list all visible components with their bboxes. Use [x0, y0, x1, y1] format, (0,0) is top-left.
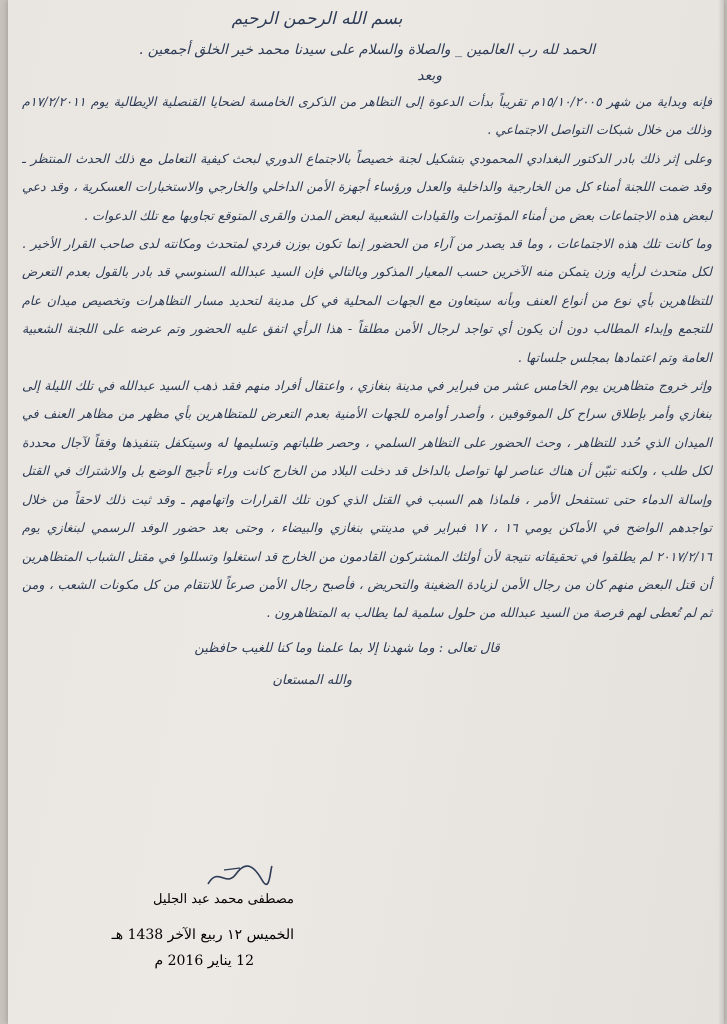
letter-paper	[8, 0, 724, 1024]
paragraph-4: وإثر خروج متظاهرين يوم الخامس عشر من فبراير في مدينة بنغازي ، واعتقال أفراد منهم فقد ذهب السيد عبدالله في تلك الليلة إلى بنغازي وأمر بإطلاق سراح كل الموقوفين ، وأصدر أوامره للجهات الأمنية بعدم التعرض للمتظاهرين بأي مظهر من مظاهر العنف في الميدان الذي حُدد للتظاهر ، وحث الحضور على التظاهر السلمي ، وحصر طلباتهم وتسليمها له وسيتكفل بتنفيذها وفقاً لآجال محددة لكل طلب ، ولكنه تبيّن أن هناك عناصر لها تواصل بالداخل قد دخلت البلاد من الخارج كانت وراء تأجيج الوضع بل والاشتراك في القتل وإسالة الدماء حتى تستفحل الأمر ، فلماذا هم السبب في القتل الذي كون تلك القرارات واتهامهم ـ وقد ثبت ذلك لاحقاً من خلال تواجدهم الواضح في الأماكن يومي ١٦ ، ١٧ فبراير في مدينتي بنغازي والبيضاء ، وحتى بعد حضور الوفد الرسمي لبنغازي يوم ٢٠١٧/٢/١٦ لم يطلقوا في تحقيقاته نتيجة لأن أولئك المشتركون القادمون من الخارج قد استغلوا وتسللوا في مقتل الشباب المتظاهرين أن قتل البعض منهم كان من رجال الأمن لزيادة الضغينة والتحريض ، فأصبح رجال الأمن صرعاً للانتقام من كل مكونات الشعب ، ومن ثم لم تُعطى لهم فرصة من السيد عبدالله من حلول سلمية لما يطالب به المتظاهرون .	[22, 378, 712, 621]
wabaad-line: وبعد	[417, 68, 442, 84]
date-gregorian: 12 يناير 2016 م	[154, 953, 254, 969]
paragraph-3: وما كانت تلك هذه الاجتماعات ، وما قد يصدر من آراء من الحضور إنما تكون بوزن فردي لمتحدث ومكانته لدى صاحب القرار الأخير . لكل متحدث لرأيه وزن يتمكن منه الآخرين حسب المعيار المذكور وبالتالي فإن السيد عبدالله السنوسي قد بادر بالقول بعدم التعرض للتظاهرين بأي نوع من أنواع العنف وبأنه سيتعاون مع الجهات المحلية في كل مدينة لتحديد مسار التظاهرات وتخصيص ميدان عام للتجمع وإبداء المطالب دون أن يكون أي تواجد لرجال الأمن مطلقاً - هذا الرأي اتفق عليه الحضور وتم عرضه على اللجنة الشعبية العامة وتم اعتمادها بمجلس جلساتها .	[22, 236, 712, 365]
date-hijri: الخميس ١٢ ربيع الآخر 1438 هـ	[111, 927, 294, 943]
attribution-line: والله المستعان	[272, 672, 352, 688]
signatory-name: مصطفى محمد عبد الجليل	[153, 892, 294, 907]
basmala-heading: بسم الله الرحمن الرحيم	[231, 9, 403, 29]
paragraph-1: فإنه وبداية من شهر ١٥/١٠/٢٠٠٥م تقريباً بدأت الدعوة إلى التظاهر من الذكرى الخامسة لضحايا القنصلية الإيطالية يوم ١٧/٢/٢٠١١م وذلك من خلال شبكات التواصل الاجتماعي .	[22, 94, 713, 138]
opening-praise: الحمد لله رب العالمين _ والصلاة والسلام على سيدنا محمد خير الخلق أجمعين .	[138, 42, 596, 58]
closing-verse: قال تعالى : وما شهدنا إلا بما علمنا وما كنا للغيب حافظين	[194, 640, 500, 656]
handwritten-signature	[204, 862, 274, 892]
letter-body	[22, 88, 712, 628]
paragraph-2: وعلى إثر ذلك بادر الدكتور البغدادي المحمودي بتشكيل لجنة خصيصاً بالاجتماع الدوري لبحث كيفية التعامل مع ذلك الحدث المنتظر ـ وقد ضمت اللجنة أمناء كل من الخارجية والداخلية والعدل ورؤساء أجهزة الأمن الداخلي والخارجي والاستخبارات العسكرية ، وقد دعي لبعض هذه الاجتماعات بعض من أمناء المؤتمرات والقيادات الشعبية لبعض المدن والقرى المتوقع تجاوبها مع تلك الدعوات .	[22, 150, 712, 223]
signature-block	[34, 862, 294, 974]
page-edge-shadow	[718, 0, 724, 1024]
